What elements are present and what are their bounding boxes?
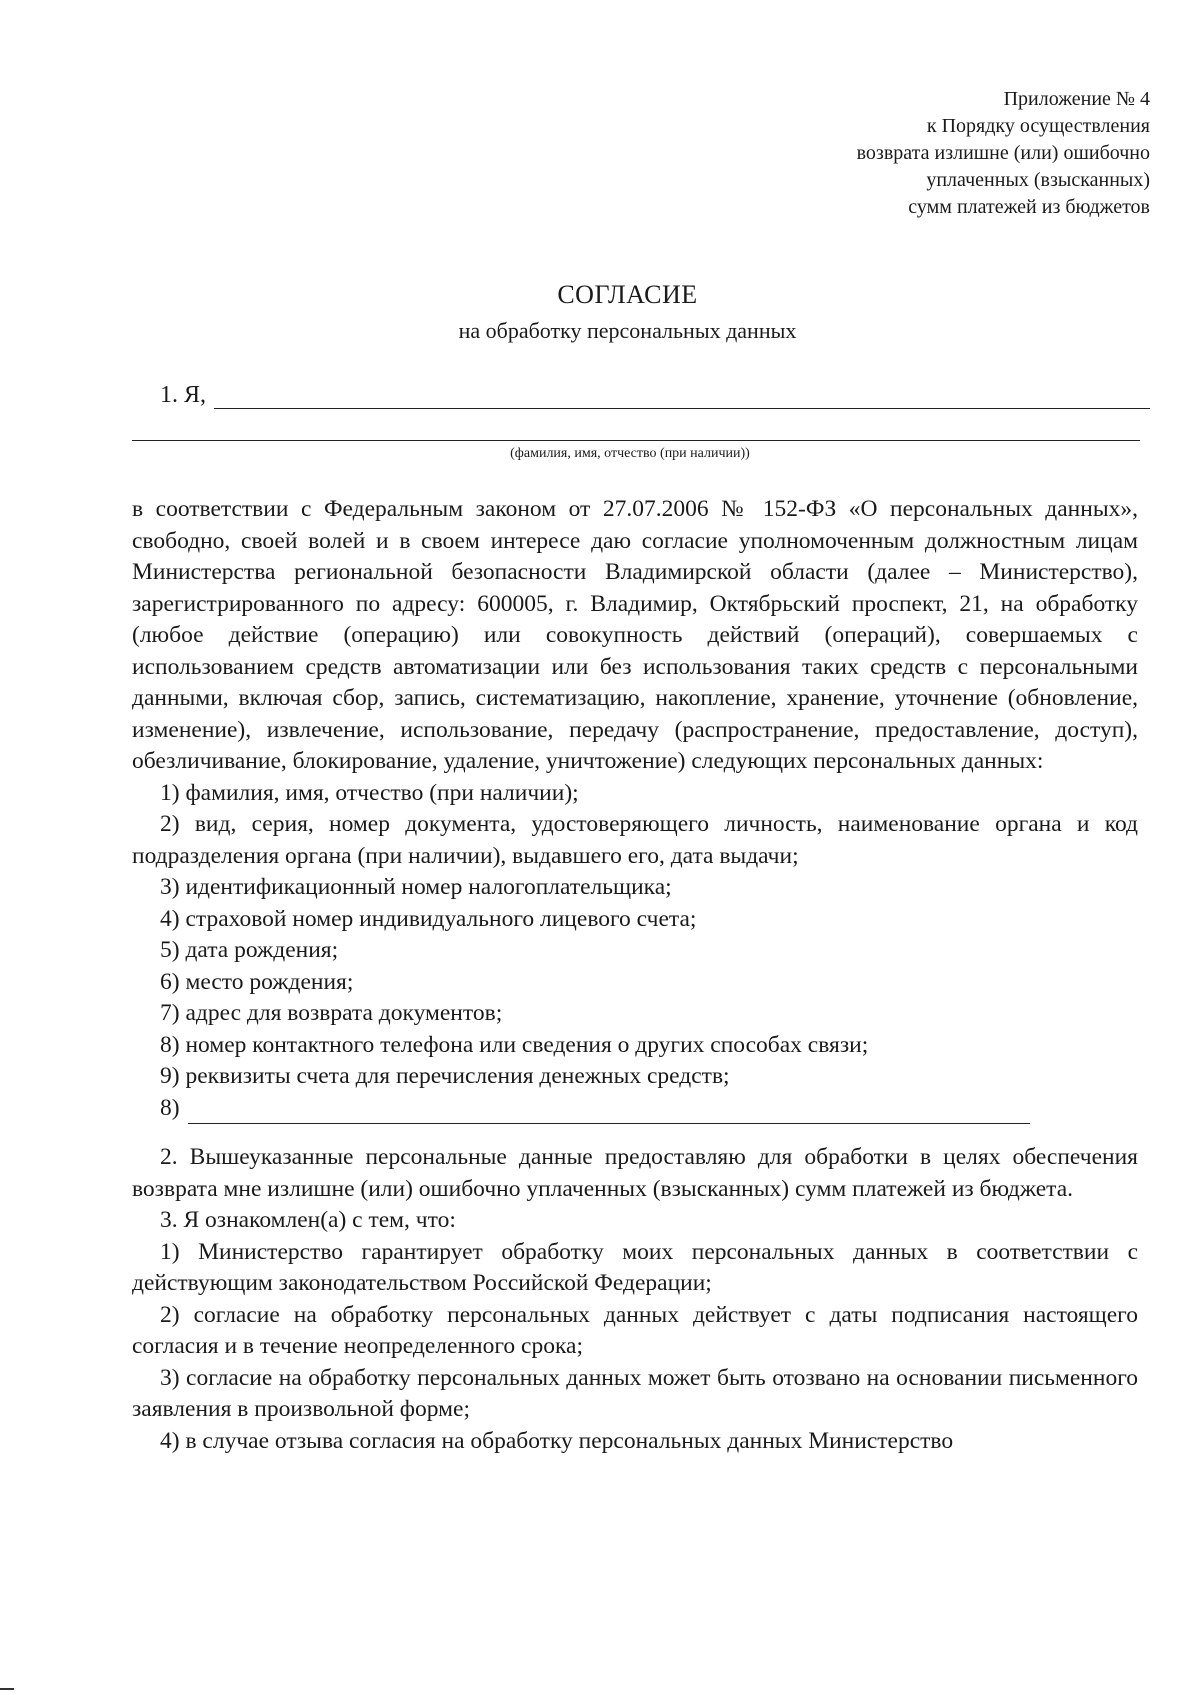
scan-edge-mark xyxy=(0,1688,14,1690)
intro-paragraph: в соответствии с Федеральным законом от 27.07.2006 № 152-ФЗ «О персональных данных», свободно, своей волей и в своем интересе даю согласие уполномоченным должностным лицам Министерства региональной безопасности Владимирской области (далее – Министерство), зарегистрированного по адресу: 600005, г. Владимир, Октябрьский проспект, 21, на обработку (любое действие (операцию) или совокупность действий (операций), совершаемых с использованием средств автоматизации или без использования таких средств с персональными данными, включая сбор, запись, систематизацию, накопление, хранение, уточнение (обновление, изменение), извлечение, использование, передачу (распространение, предоставление, доступ), обезличивание, блокирование, удаление, уничтожение) следующих персональных данных: xyxy=(132,496,1138,774)
document-title: СОГЛАСИЕ xyxy=(557,280,698,309)
blank-data-item xyxy=(132,1093,1030,1125)
appendix-header xyxy=(857,86,1150,221)
section-2-paragraph: 2. Вышеуказанные персональные данные предоставляю для обработки в целях обеспечения возврата мне излишне (или) ошибочно уплаченных (взысканных) сумм платежей из бюджета. xyxy=(132,1144,1138,1202)
name-field-row xyxy=(160,382,1150,409)
data-item: 2) вид, серия, номер документа, удостоверяющего личность, наименование органа и код подразделения органа (при наличии), выдавшего его, дата выдачи; xyxy=(132,811,1138,869)
section-3-item: 1) Министерство гарантирует обработку моих персональных данных в соответствии с действующим законодательством Российской Федерации; xyxy=(132,1238,1138,1296)
data-item: 1) фамилия, имя, отчество (при наличии); xyxy=(160,779,579,806)
document-body xyxy=(132,494,1138,1457)
section-3-item: 3) согласие на обработку персональных данных может быть отозвано на основании письменного заявления в произвольной форме; xyxy=(132,1364,1138,1422)
blank-item-line xyxy=(188,1101,1030,1124)
data-item: 4) страховой номер индивидуального лицевого счета; xyxy=(160,905,697,932)
section-3-heading: 3. Я ознакомлен(а) с тем, что: xyxy=(160,1207,456,1233)
spacer xyxy=(132,1124,1138,1142)
name-blank-line xyxy=(214,384,1150,409)
consent-start-label: 1. Я, xyxy=(160,382,207,408)
section-3-item: 2) согласие на обработку персональных данных действует с даты подписания настоящего согласия и в течение неопределенного срока; xyxy=(132,1301,1138,1359)
appendix-line: уплаченных (взысканных) xyxy=(926,169,1150,191)
data-item: 7) адрес для возврата документов; xyxy=(160,1000,503,1026)
appendix-line: сумм платежей из бюджетов xyxy=(908,196,1150,218)
appendix-line: Приложение № 4 xyxy=(1003,88,1150,110)
document-subtitle: на обработку персональных данных xyxy=(458,318,797,343)
name-caption: (фамилия, имя, отчество (при наличии)) xyxy=(510,446,750,461)
appendix-line: возврата излишне (или) ошибочно xyxy=(856,142,1150,164)
appendix-line: к Порядку осуществления xyxy=(926,115,1150,137)
data-item: 8) номер контактного телефона или сведения о других способах связи; xyxy=(160,1031,869,1058)
data-item: 3) идентификационный номер налогоплательщика; xyxy=(160,874,672,900)
data-item: 9) реквизиты счета для перечисления денежных средств; xyxy=(160,1063,730,1089)
blank-item-label: 8) xyxy=(160,1094,180,1121)
name-blank-line-2 xyxy=(132,440,1140,441)
data-item: 5) дата рождения; xyxy=(160,937,339,963)
data-item: 6) место рождения; xyxy=(160,968,354,995)
section-3-item: 4) в случае отзыва согласия на обработку персональных данных Министерство xyxy=(160,1427,954,1454)
